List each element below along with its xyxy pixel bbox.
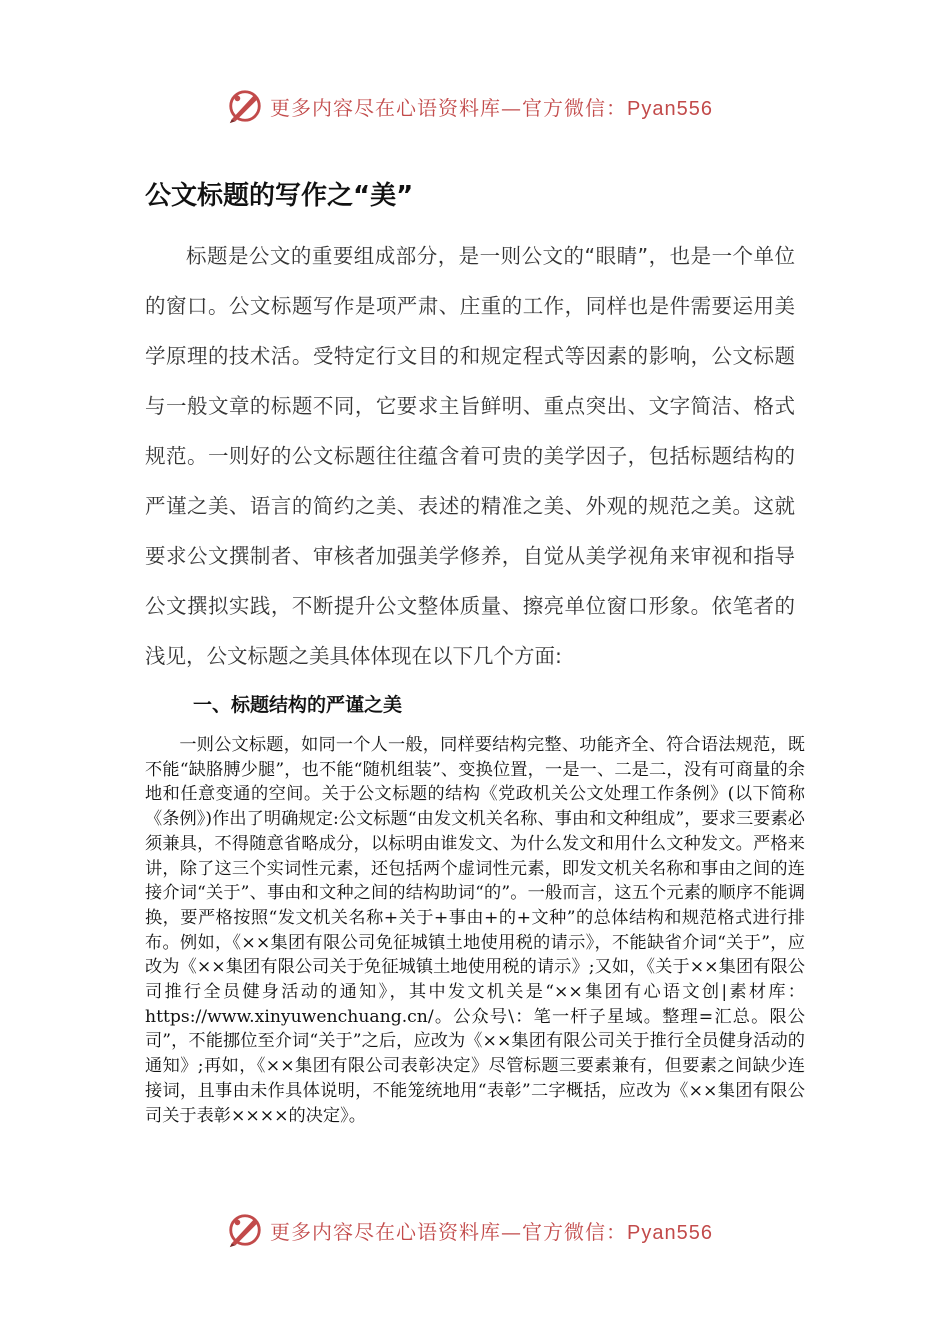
pen-logo-icon [226,1211,264,1249]
pen-logo-icon [226,87,264,125]
intro-paragraph: 标题是公文的重要组成部分，是一则公文的“眼睛”，也是一个单位的窗口。公文标题写作是项严肃、庄重的工作，同样也是件需要运用美学原理的技术活。受特定行文目的和规定程式等因素的影响，公文标题与一般文章的标题不同，它要求主旨鲜明、重点突出、文字简洁、格式规范。一则好的公文标题往往蕴含着可贵的美学因子，包括标题结构的严谨之美、语言的简约之美、表述的精准之美、外观的规范之美。这就要求公文撰制者、审核者加强美学修养，自觉从美学视角来审视和指导公文撰拟实践，不断提升公文整体质量、擦亮单位窗口形象。依笔者的浅见，公文标题之美具体体现在以下几个方面: [145,244,795,668]
wechat-id: Pyan556 [627,1221,713,1244]
banner-text: 更多内容尽在心语资料库—官方微信：Pyan556 [270,95,713,120]
body-paragraph: 一则公文标题，如同一个人一般，同样要结构完整、功能齐全、符合语法规范，既不能“缺胳膊少腿”，也不能“随机组装”、变换位置，一是一、二是二，没有可商量的余地和任意变通的空间。关于公文标题的结构《党政机关公文处理工作条例》(以下简称《条例》)作出了明确规定:公文标题“由发文机关名称、事由和文种组成”，要求三要素必须兼具，不得随意省略成分，以标明由谁发文、为什么发文和用什么文种发文。严格来讲，除了这三个实词性元素，还包括两个虚词性元素，即发文机关名称和事由之间的连接介词“关于”、事由和文种之间的结构助词“的”。一般而言，这五个元素的顺序不能调换，要严格按照“发文机关名称+关于+事由+的+文种”的总体结构和规范格式进行排布。例如，《××集团有限公司免征城镇土地使用税的请示》，不能缺省介词“关于”，应改为《××集团有限公司关于免征城镇土地使用税的请示》;又如，《关于××集团有限公司推行全员健身活动的通知》，其中发文机关是“××集团有心语文创|素材库：https://www.xinyuwenchuang.cn/。公众号\：笔一杆子星域。整理=汇总。限公司”，不能挪位至介词“关于”之后，应改为《××集团有限公司关于推行全员健身活动的通知》;再如，《××集团有限公司表彰决定》尽管标题三要素兼有，但要素之间缺少连接词，且事由未作具体说明，不能笼统地用“表彰”二字概括，应改为《××集团有限公司关于表彰××××的决定》。 [145,735,805,1126]
footer-banner [226,1210,746,1250]
header-banner [226,86,746,126]
section-heading: 一、标题结构的严谨之美 [193,694,403,716]
wechat-id: Pyan556 [627,97,713,120]
banner-text: 更多内容尽在心语资料库—官方微信：Pyan556 [270,1219,713,1244]
page-title: 公文标题的写作之“美” [145,181,414,211]
